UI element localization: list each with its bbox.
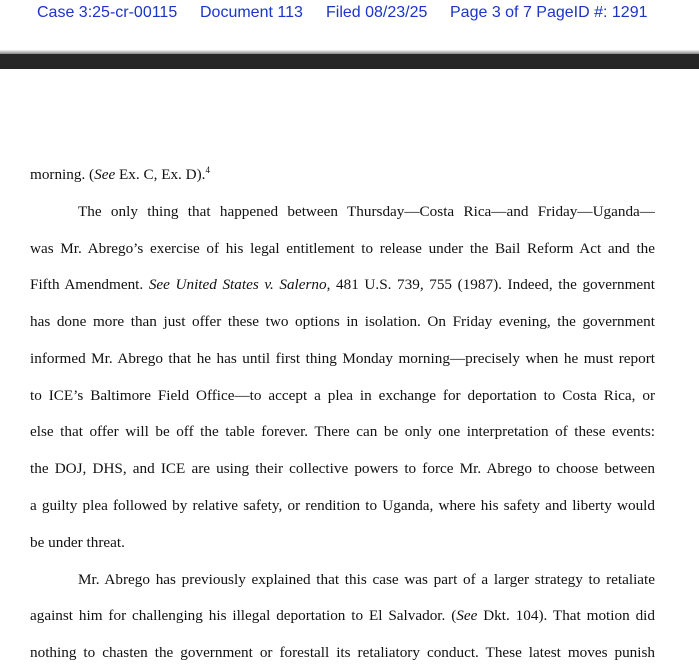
paragraph-1-line: informed Mr. Abrego that he has until first thing Monday morning—precisely when he must report <box>30 350 655 367</box>
ecf-header <box>0 0 699 24</box>
paragraph-1-line: be under threat. <box>30 534 125 551</box>
paragraph-1-line: to ICE’s Baltimore Field Office—to accept a plea in exchange for deportation to Costa Rica, or <box>30 387 655 404</box>
case-citation: See United States v. Salerno <box>148 276 327 293</box>
paragraph-2-line: nothing to chasten the government or forestall its retaliatory conduct. These latest moves punish <box>30 644 655 661</box>
case-number: Case 3:25-cr-00115 <box>37 4 178 21</box>
paragraph-1-line: Fifth Amendment. See United States v. Salerno, 481 U.S. 739, 755 (1987). Indeed, the government <box>30 276 655 293</box>
filed-date: Filed 08/23/25 <box>326 4 428 21</box>
text-line: morning. (See Ex. C, Ex. D).$^4$ <box>30 165 210 183</box>
page-break-bar <box>0 54 699 69</box>
paragraph-1-line: was Mr. Abrego’s exercise of his legal entitlement to release under the Bail Reform Act and the <box>30 240 655 257</box>
document-number: Document 113 <box>200 4 303 21</box>
paragraph-1-line: has done more than just offer these two options in isolation. On Friday evening, the government <box>30 313 655 330</box>
paragraph-1-line: The only thing that happened between Thursday—Costa Rica—and Friday—Uganda— <box>78 203 655 220</box>
footnote-ref: 4 <box>205 165 210 175</box>
paragraph-2-line: Mr. Abrego has previously explained that this case was part of a larger strategy to retaliate <box>78 571 655 588</box>
paragraph-1-line: the DOJ, DHS, and ICE are using their collective powers to force Mr. Abrego to choose between <box>30 460 655 477</box>
paragraph-2-line: against him for challenging his illegal deportation to El Salvador. (See Dkt. 104). That motion did <box>30 607 655 624</box>
page-id: Page 3 of 7 PageID #: 1291 <box>450 4 648 21</box>
paragraph-1-line: a guilty plea followed by relative safety, or rendition to Uganda, where his safety and liberty would <box>30 497 655 514</box>
paragraph-1-line: else that offer will be off the table forever. There can be only one interpretation of these events: <box>30 423 655 440</box>
